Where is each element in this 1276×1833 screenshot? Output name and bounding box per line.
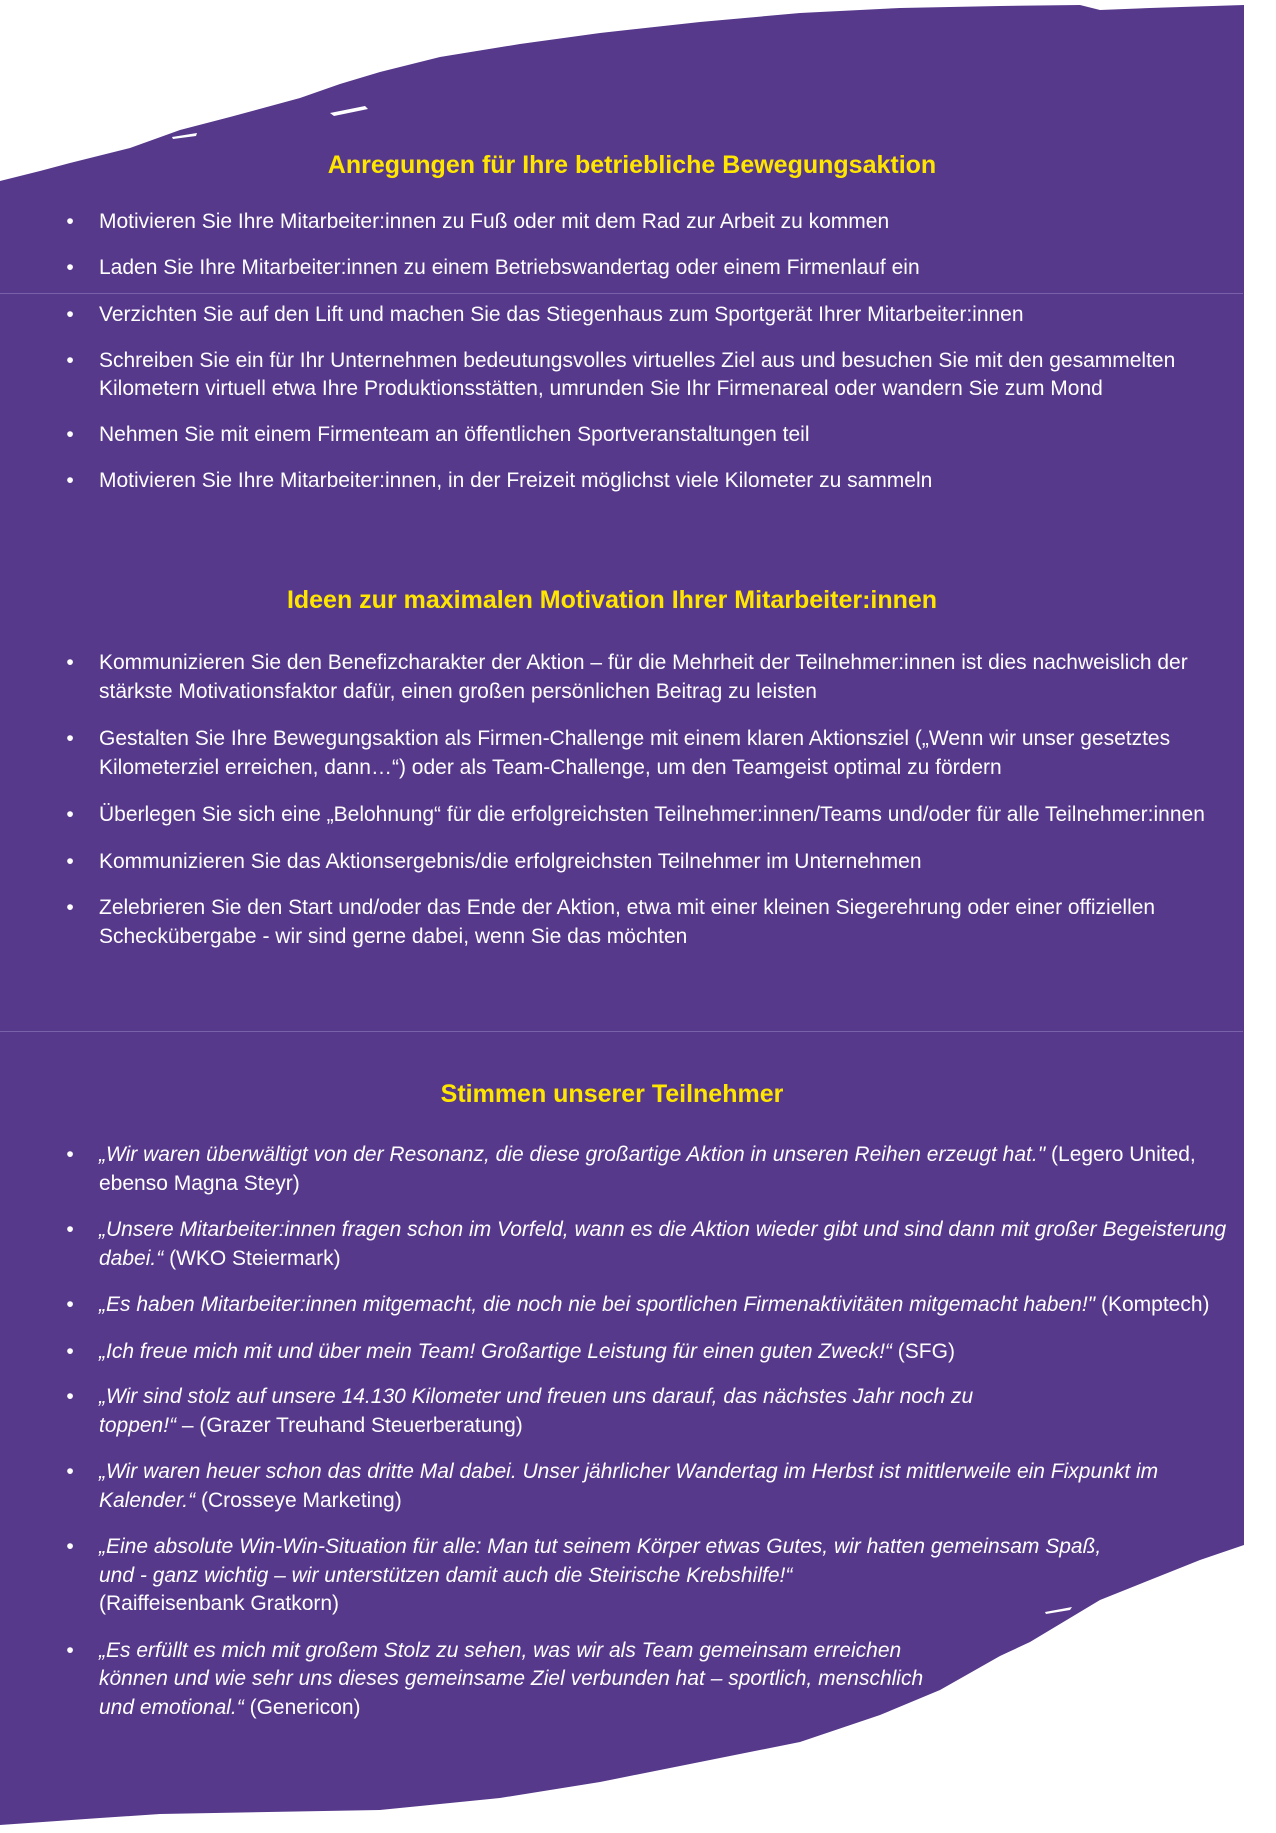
- motivation-ideas-list: [0, 649, 1240, 951]
- section-divider: [0, 1031, 1243, 1032]
- list-item-text: Kommunizieren Sie den Benefizcharakter der Aktion – für die Mehrheit der Teilnehmer:innen ist dies nachweislich der stärkste Motivationsfaktor dafür, einen großen persönlichen Beitrag zu leisten: [99, 651, 1188, 703]
- bullet-icon: •: [66, 1143, 74, 1166]
- testimonial-item: [0, 1141, 1250, 1198]
- testimonial-quote: „Wir sind stolz auf unsere 14.130 Kilometer und freuen uns darauf, das nächstes Jahr noch zu toppen!“: [99, 1385, 974, 1437]
- list-item-text: Laden Sie Ihre Mitarbeiter:innen zu einem Betriebswandertag oder einem Firmenlauf ein: [99, 255, 920, 279]
- testimonial-source: (WKO Steiermark): [169, 1246, 341, 1270]
- bullet-icon: •: [66, 1385, 74, 1408]
- testimonial-source: (Genericon): [249, 1695, 361, 1719]
- testimonial-item: [0, 1533, 1250, 1619]
- list-item: [0, 421, 1240, 450]
- list-item: [0, 801, 1240, 830]
- testimonial-quote: „Ich freue mich mit und über mein Team! Großartige Leistung für einen guten Zweck!“: [99, 1339, 892, 1363]
- section-heading-motivation-ideas: Ideen zur maximalen Motivation Ihrer Mitarbeiter:innen: [286, 586, 938, 614]
- bullet-icon: •: [66, 303, 74, 326]
- testimonial-quote: „Wir waren überwältigt von der Resonanz, die diese großartige Aktion in unseren Reihen erzeugt hat.": [99, 1143, 1046, 1166]
- testimonial-quote: „Es erfüllt es mich mit großem Stolz zu sehen, was wir als Team gemeinsam erreichen können und wie sehr uns dieses gemeinsame Ziel verbunden hat – sportlich, menschlich und emotional.“: [99, 1638, 924, 1719]
- bullet-icon: •: [66, 422, 74, 446]
- bullet-icon: •: [66, 803, 74, 826]
- list-item: [0, 848, 1240, 877]
- list-item-text: Schreiben Sie ein für Ihr Unternehmen bedeutungsvolles virtuelles Ziel aus und besuchen Sie mit den gesammelten Kilometern virtuell etwa Ihre Produktionsstätten, umrunden Sie Ihr Firmenareal oder wandern Sie zum Mond: [99, 348, 1176, 400]
- testimonial-source: (Raiffeisenbank Gratkorn): [99, 1592, 340, 1615]
- section-heading-suggestions: Anregungen für Ihre betriebliche Bewegungsaktion: [327, 151, 937, 179]
- list-item-text: Kommunizieren Sie das Aktionsergebnis/die erfolgreichsten Teilnehmer im Unternehmen: [99, 849, 922, 873]
- testimonial-item: [0, 1216, 1250, 1273]
- testimonial-source: (SFG): [897, 1339, 955, 1363]
- testimonial-quote: „Es haben Mitarbeiter:innen mitgemacht, die noch nie bei sportlichen Firmenaktivitäten mitgemacht haben!": [99, 1293, 1096, 1316]
- list-item-text: Motivieren Sie Ihre Mitarbeiter:innen, in der Freizeit möglichst viele Kilometer zu sammeln: [99, 469, 933, 492]
- list-item: [0, 894, 1240, 951]
- bullet-icon: •: [66, 1218, 74, 1241]
- testimonial-item: [0, 1338, 1250, 1367]
- list-item-text: Überlegen Sie sich eine „Belohnung“ für die erfolgreichsten Teilnehmer:innen/Teams und/oder für alle Teilnehmer:innen: [99, 803, 1205, 826]
- bullet-icon: •: [66, 896, 74, 919]
- list-item: [0, 254, 1240, 283]
- list-item-text: Zelebrieren Sie den Start und/oder das Ende der Aktion, etwa mit einer kleinen Siegerehrung oder einer offiziellen Scheckübergabe - wir sind gerne dabei, wenn Sie das möchten: [99, 896, 1156, 948]
- testimonial-item: [0, 1458, 1250, 1515]
- section-heading-testimonials: Stimmen unserer Teilnehmer: [440, 1080, 784, 1108]
- list-item-text: Gestalten Sie Ihre Bewegungsaktion als Firmen-Challenge mit einem klaren Aktionsziel („Wenn wir unser gesetztes Kilometerziel erreichen, dann…“) oder als Team-Challenge, um den Teamgeist optimal zu fördern: [99, 727, 1171, 779]
- testimonial-item: [0, 1291, 1250, 1320]
- testimonials-list: [0, 1141, 1250, 1722]
- list-item-text: Motivieren Sie Ihre Mitarbeiter:innen zu Fuß oder mit dem Rad zur Arbeit zu kommen: [99, 210, 890, 233]
- list-item-text: Nehmen Sie mit einem Firmenteam an öffentlichen Sportveranstaltungen teil: [99, 422, 810, 446]
- bullet-icon: •: [66, 348, 74, 372]
- testimonial-item: [0, 1383, 1250, 1440]
- bullet-icon: •: [66, 651, 74, 674]
- bullet-icon: •: [66, 849, 74, 873]
- bullet-icon: •: [66, 469, 74, 492]
- bullet-icon: •: [66, 1293, 74, 1316]
- bullet-icon: •: [66, 727, 74, 750]
- list-item: [0, 347, 1240, 404]
- testimonial-source: (Crosseye Marketing): [200, 1488, 402, 1512]
- bullet-icon: •: [66, 1339, 74, 1363]
- bullet-icon: •: [66, 1460, 74, 1483]
- bullet-icon: •: [66, 210, 74, 233]
- bullet-icon: •: [66, 255, 74, 279]
- list-item: [0, 467, 1240, 496]
- bullet-icon: •: [66, 1638, 74, 1662]
- suggestions-list: [0, 208, 1240, 496]
- testimonial-quote: „Eine absolute Win-Win-Situation für alle: Man tut seinem Körper etwas Gutes, wir hatten gemeinsam Spaß, und - ganz wichtig – wir unterstützen damit auch die Steirische Krebshilfe!“: [99, 1535, 1102, 1587]
- testimonial-quote: „Unsere Mitarbeiter:innen fragen schon im Vorfeld, wann es die Aktion wieder gibt und sind dann mit großer Begeisterung dabei.“: [99, 1218, 1227, 1270]
- list-item-text: Verzichten Sie auf den Lift und machen Sie das Stiegenhaus zum Sportgerät Ihrer Mitarbeiter:innen: [99, 303, 1024, 326]
- testimonial-source: (Komptech): [1100, 1293, 1210, 1316]
- testimonial-quote: „Wir waren heuer schon das dritte Mal dabei. Unser jährlicher Wandertag im Herbst ist mittlerweile ein Fixpunkt im Kalender.“: [99, 1460, 1159, 1512]
- list-item: [0, 208, 1240, 237]
- testimonial-item: [0, 1637, 1250, 1723]
- testimonial-source: (Legero United, ebenso Magna Steyr): [99, 1143, 1196, 1195]
- list-item: [0, 301, 1240, 330]
- list-item: [0, 725, 1240, 782]
- testimonial-source: – (Grazer Treuhand Steuerberatung): [181, 1413, 523, 1437]
- list-item: [0, 649, 1240, 706]
- bullet-icon: •: [66, 1535, 74, 1558]
